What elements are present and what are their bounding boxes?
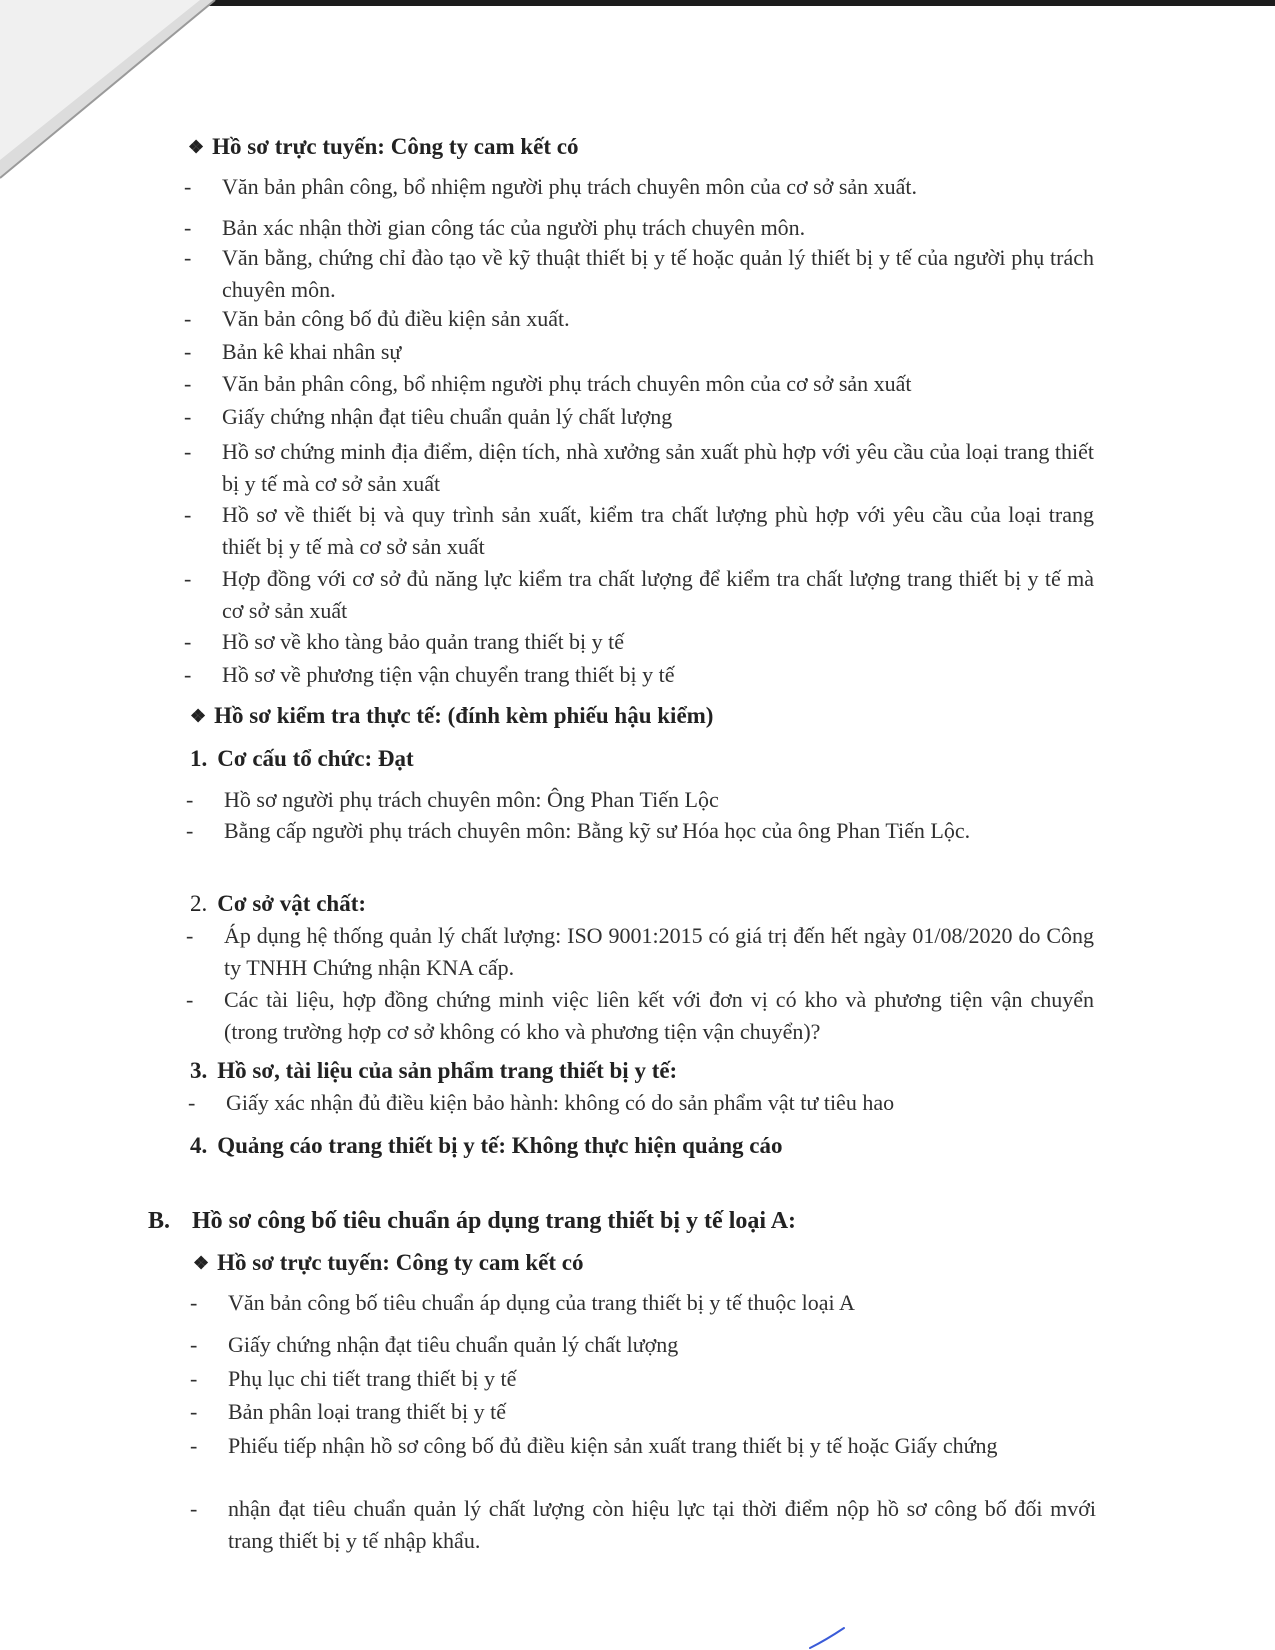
list-item: - Hồ sơ người phụ trách chuyên môn: Ông Phan Tiến Lộc	[186, 787, 719, 812]
list-item: - Bản xác nhận thời gian công tác của người phụ trách chuyên môn.	[184, 215, 806, 240]
online-dossier-header-2: ❖ Hồ sơ trực tuyến: Công ty cam kết có	[193, 1250, 584, 1275]
diamond-bullet-icon: ❖	[188, 137, 205, 157]
online-dossier-header-1: ❖ Hồ sơ trực tuyến: Công ty cam kết có	[188, 134, 579, 159]
list-item: - Hồ sơ về thiết bị và quy trình sản xuất, kiểm tra chất lượng phù hợp với yêu cầu của loại trang thiết bị y tế mà cơ sở sản xuất	[184, 502, 1094, 559]
list-item: - Giấy chứng nhận đạt tiêu chuẩn quản lý chất lượng	[184, 404, 673, 429]
subsection-product-docs: 3. Hồ sơ, tài liệu của sản phẩm trang thiết bị y tế:	[190, 1058, 678, 1083]
list-item: - Hồ sơ về kho tàng bảo quản trang thiết bị y tế	[184, 629, 625, 654]
list-item: - Văn bản công bố tiêu chuẩn áp dụng của trang thiết bị y tế thuộc loại A	[190, 1290, 855, 1315]
list-item: - Hợp đồng với cơ sở đủ năng lực kiểm tra chất lượng để kiểm tra chất lượng trang thiết bị y tế mà cơ sở sản xuất	[184, 566, 1094, 623]
subsection-org-structure: 1. Cơ cấu tổ chức: Đạt	[190, 746, 414, 771]
subsection-advertising: 4. Quảng cáo trang thiết bị y tế: Không thực hiện quảng cáo	[190, 1133, 783, 1158]
list-item: - Văn bản phân công, bổ nhiệm người phụ trách chuyên môn của cơ sở sản xuất.	[184, 174, 918, 199]
section-b-heading: B. Hồ sơ công bố tiêu chuẩn áp dụng trang thiết bị y tế loại A:	[148, 1208, 797, 1234]
diamond-bullet-icon: ❖	[193, 1253, 210, 1273]
list-item: - Bằng cấp người phụ trách chuyên môn: Bằng kỹ sư Hóa học của ông Phan Tiến Lộc.	[186, 818, 971, 843]
subsection-facilities: 2. Cơ sở vật chất:	[190, 891, 367, 916]
list-item: - Bản phân loại trang thiết bị y tế	[190, 1399, 506, 1424]
list-item: - Giấy xác nhận đủ điều kiện bảo hành: không có do sản phẩm vật tư tiêu hao	[188, 1090, 895, 1115]
list-item: - Văn bản công bố đủ điều kiện sản xuất.	[184, 306, 570, 331]
list-item: - Văn bằng, chứng chỉ đào tạo về kỹ thuật thiết bị y tế hoặc quản lý thiết bị y tế của người phụ trách chuyên môn.	[184, 245, 1094, 302]
inspection-header: ❖ Hồ sơ kiểm tra thực tế: (đính kèm phiếu hậu kiểm)	[190, 703, 714, 728]
list-item: - Giấy chứng nhận đạt tiêu chuẩn quản lý chất lượng	[190, 1332, 679, 1357]
pen-tick-mark	[808, 1626, 848, 1650]
list-item: - Hồ sơ chứng minh địa điểm, diện tích, nhà xưởng sản xuất phù hợp với yêu cầu của loại trang thiết bị y tế mà cơ sở sản xuất	[184, 439, 1094, 496]
list-item: - Các tài liệu, hợp đồng chứng minh việc liên kết với đơn vị có kho và phương tiện vận chuyển (trong trường hợp cơ sở không có kho và phương tiện vận chuyển)?	[186, 987, 1094, 1044]
diamond-bullet-icon: ❖	[190, 706, 207, 726]
list-item: - Áp dụng hệ thống quản lý chất lượng: ISO 9001:2015 có giá trị đến hết ngày 01/08/2020 do Công ty TNHH Chứng nhận KNA cấp.	[186, 923, 1094, 980]
list-item: - nhận đạt tiêu chuẩn quản lý chất lượng còn hiệu lực tại thời điểm nộp hồ sơ công bố đối mvới trang thiết bị y tế nhập khẩu.	[190, 1496, 1096, 1553]
list-item: - Hồ sơ về phương tiện vận chuyển trang thiết bị y tế	[184, 662, 675, 687]
list-item: - Văn bản phân công, bổ nhiệm người phụ trách chuyên môn của cơ sở sản xuất	[184, 371, 912, 396]
list-item: - Phiếu tiếp nhận hồ sơ công bố đủ điều kiện sản xuất trang thiết bị y tế hoặc Giấy chứng	[190, 1433, 998, 1458]
list-item: - Bản kê khai nhân sự	[184, 339, 402, 364]
list-item: - Phụ lục chi tiết trang thiết bị y tế	[190, 1366, 517, 1391]
